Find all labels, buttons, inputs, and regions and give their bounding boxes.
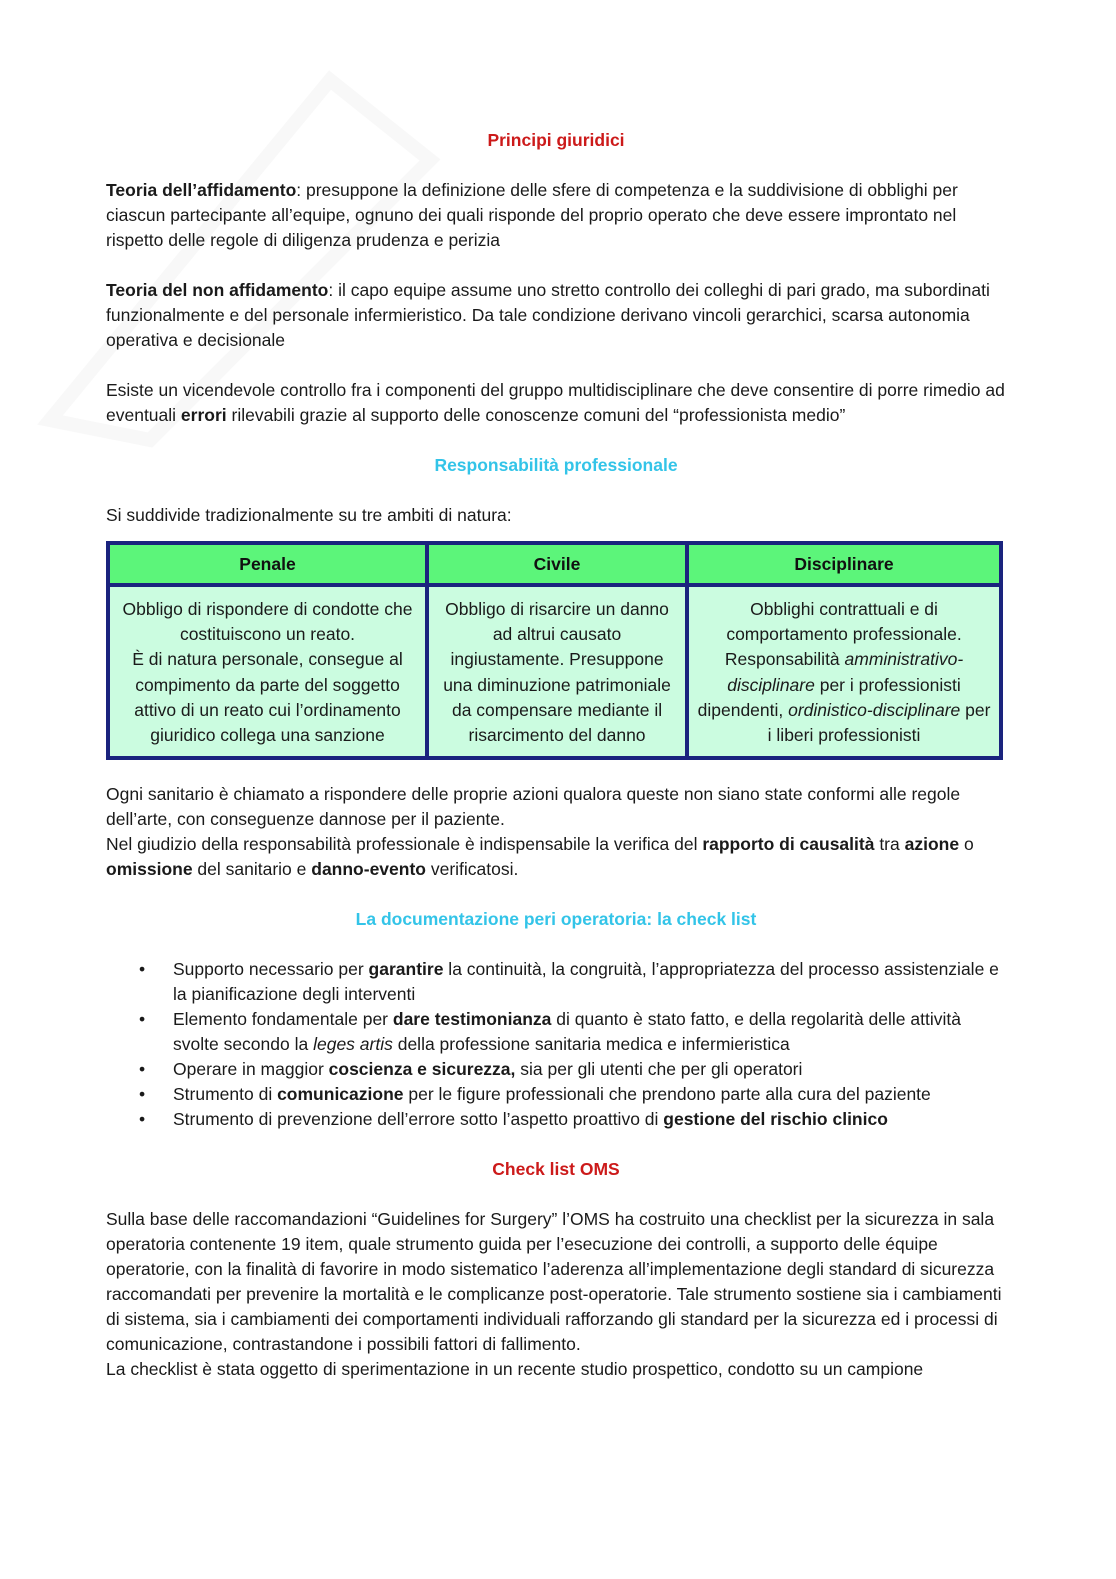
term-errori: errori [180, 405, 227, 425]
paragraph-sperimentazione: La checklist è stata oggetto di sperimentazione in un recente studio prospettico, condotto su un campione [106, 1359, 924, 1380]
text-non-affidamento: : il capo equipe assume uno stretto controllo dei colleghi di pari grado, ma subordinati funzionalmente e del personale infermieristico. Da tale condizione derivano vincoli gerarchici, scarsa autonomia operativa e decisionale [106, 280, 990, 350]
item3-c: sia per gli utenti che per gli operatori [515, 1059, 803, 1080]
disc-e: per i liberi professionisti [767, 699, 991, 746]
caus-f: omissione [106, 859, 193, 880]
caus-c: tra [874, 834, 905, 855]
list-item [106, 957, 1006, 1007]
text-controllo-c: rilevabili grazie al supporto delle conoscenze comuni del “professionista medio” [226, 405, 846, 425]
item2-b: dare testimonianza [392, 1009, 552, 1030]
list-item [106, 1107, 1006, 1132]
caus-a: Nel giudizio della responsabilità professionale è indispensabile la verifica del [106, 834, 703, 855]
item1-a: Supporto necessario per [173, 959, 369, 980]
caus-b: rapporto di causalità [702, 834, 875, 855]
bullet-icon: • [139, 959, 146, 980]
table-cell-civile: Obbligo di risarcire un danno ad altrui causato ingiustamente. Presuppone una diminuzione patrimoniale da compensare mediante il risarcimento del danno [429, 587, 685, 756]
table-header-civile: Civile [429, 545, 685, 583]
disc-a: Obblighi contrattuali e di comportamento professionale. Responsabilità [724, 599, 962, 670]
list-item [106, 1007, 1006, 1057]
item1-b: garantire [368, 959, 444, 980]
paragraph-causalita [106, 832, 1006, 882]
table-cell-disciplinare [689, 587, 999, 756]
bullet-icon: • [139, 1059, 146, 1080]
caus-e: o [959, 834, 974, 855]
item4-b: comunicazione [277, 1084, 404, 1105]
item2-d: leges artis [313, 1034, 393, 1055]
caus-i: verificatosi. [425, 859, 519, 880]
item3-a: Operare in maggior [173, 1059, 329, 1080]
paragraph-sanitario: Ogni sanitario è chiamato a rispondere delle proprie azioni qualora queste non siano state conformi alle regole dell’arte, con conseguenze dannose per il paziente. [106, 784, 961, 830]
disc-c: per i professionisti dipendenti, [697, 674, 961, 720]
bullet-icon: • [139, 1084, 146, 1105]
penale-line-2: È di natura personale, consegue al compimento da parte del soggetto attivo di un reato cui l’ordinamento giuridico collega una sanzione [132, 649, 403, 746]
responsibility-table [106, 541, 1003, 760]
penale-line-1: Obbligo di rispondere di condotte che costituiscono un reato. [122, 599, 413, 645]
table-cell-penale [110, 587, 425, 756]
section-title-check-list-oms: Check list OMS [492, 1159, 620, 1180]
term-affidamento: Teoria dell’affidamento [106, 180, 297, 200]
text-controllo-a: Esiste un vicendevole controllo fra i componenti del gruppo multidisciplinare che deve consentire di porre rimedio ad eventuali [106, 380, 1005, 425]
table-header-disciplinare: Disciplinare [689, 545, 999, 583]
item3-b: coscienza e sicurezza, [328, 1059, 516, 1080]
item4-a: Strumento di [173, 1084, 278, 1105]
paragraph-oms: Sulla base delle raccomandazioni “Guidelines for Surgery” l’OMS ha costruito una checklist per la sicurezza in sala operatoria contenente 19 item, quale strumento guida per l’esecuzione dei controlli, a supporto delle équipe operatorie, con la finalità di favorire in modo sistematico l’aderenza all’implementazione degli standard di sicurezza raccomandati per prevenire la mortalità e le complicanze post-operatorie. Tale strumento sostiene sia i cambiamenti di sistema, sia i cambiamenti dei comportamenti individuali rafforzando gli standard per la sicurezza ed i processi di comunicazione, contrastandone i possibili fattori di fallimento. [106, 1209, 1002, 1355]
caus-d: azione [904, 834, 960, 855]
document-page [106, 128, 1006, 1382]
item2-e: della professione sanitaria medica e infermieristica [392, 1034, 790, 1055]
bullet-icon: • [139, 1009, 146, 1030]
paragraph-controllo [106, 378, 1006, 428]
checklist-bullets [106, 957, 1006, 1132]
item2-a: Elemento fondamentale per [173, 1009, 393, 1030]
item1-c: la continuità, la congruità, l’appropriatezza del processo assistenziale e la pianificazione degli interventi [173, 959, 999, 1005]
section-title-documentazione: La documentazione peri operatoria: la check list [355, 909, 757, 930]
table-header-penale: Penale [110, 545, 425, 583]
caus-g: del sanitario e [192, 859, 312, 880]
paragraph-non-affidamento [106, 278, 1006, 353]
list-item [106, 1057, 1006, 1082]
term-non-affidamento: Teoria del non affidamento [106, 280, 329, 300]
text-affidamento: : presuppone la definizione delle sfere di competenza e la suddivisione di obblighi per ciascun partecipante all’equipe, ognuno dei quali risponde del proprio operato che deve essere improntato nel rispetto delle regole di diligenza prudenza e perizia [106, 180, 958, 250]
caus-h: danno-evento [311, 859, 426, 880]
bullet-icon: • [139, 1109, 146, 1130]
paragraph-intro-ambiti: Si suddivide tradizionalmente su tre ambiti di natura: [106, 505, 512, 525]
item5-b: gestione del rischio clinico [663, 1109, 888, 1130]
paragraph-affidamento [106, 178, 1006, 253]
disc-b: amministrativo-disciplinare [727, 649, 964, 695]
section-title-principi: Principi giuridici [487, 130, 625, 150]
item2-c: di quanto è stato fatto, e della regolarità delle attività svolte secondo la [173, 1009, 961, 1055]
section-title-responsabilita: Responsabilità professionale [434, 455, 678, 475]
item4-c: per le figure professionali che prendono parte alla cura del paziente [403, 1084, 931, 1105]
disc-d: ordinistico-disciplinare [788, 699, 961, 720]
list-item [106, 1082, 1006, 1107]
item5-a: Strumento di prevenzione dell’errore sotto l’aspetto proattivo di [173, 1109, 664, 1130]
